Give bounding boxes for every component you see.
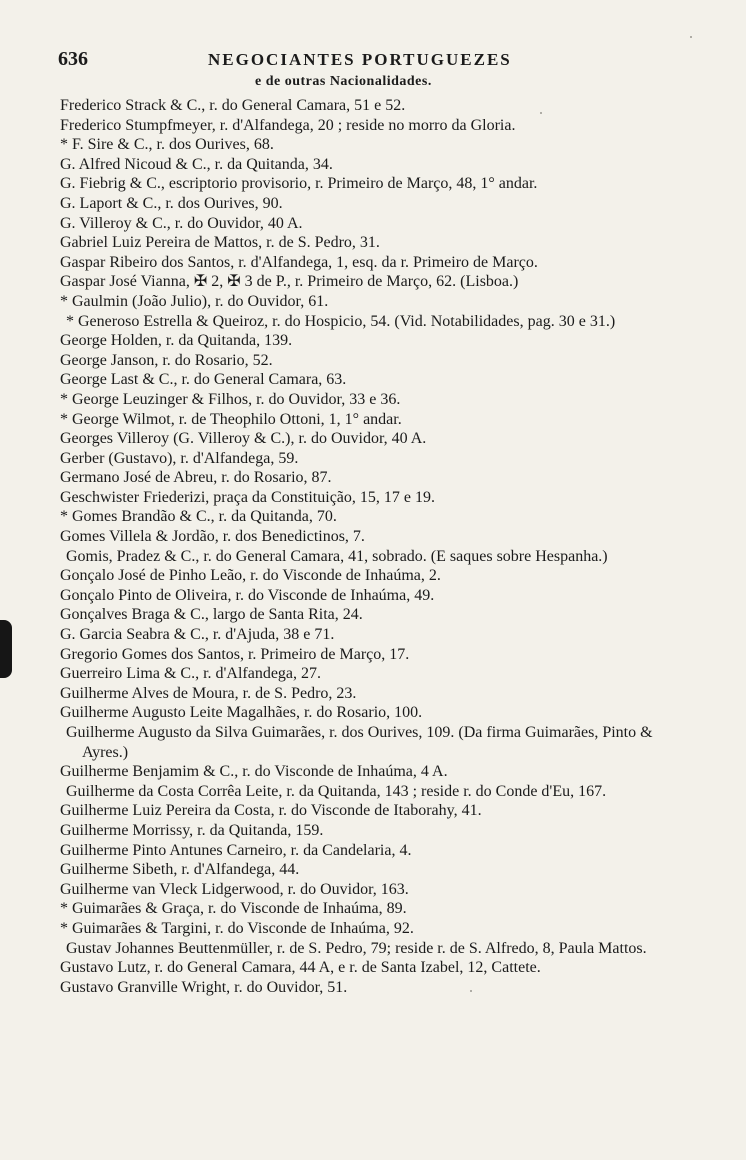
list-item: * Gomes Brandão & C., r. da Quitanda, 70. [60, 508, 337, 526]
list-item: Guilherme Benjamim & C., r. do Visconde de Inhaúma, 4 A. [60, 763, 448, 781]
list-item: Gustavo Granville Wright, r. do Ouvidor, 51. [60, 978, 348, 996]
page-title: NEGOCIANTES PORTUGUEZES [208, 50, 512, 69]
list-item: Gustavo Lutz, r. do General Camara, 44 A, e r. de Santa Izabel, 12, Cattete. [60, 959, 541, 977]
list-item: G. Villeroy & C., r. do Ouvidor, 40 A. [60, 214, 303, 232]
list-item: * George Leuzinger & Filhos, r. do Ouvidor, 33 e 36. [60, 390, 401, 408]
list-item: Guilherme Augusto da Silva Guimarães, r. dos Ourives, 109. (Da firma Guimarães, Pinto & Ayres.) [66, 724, 653, 761]
list-item: Geschwister Friederizi, praça da Constituição, 15, 17 e 19. [60, 488, 435, 506]
list-item: Guilherme Luiz Pereira da Costa, r. do Visconde de Itaborahy, 41. [60, 802, 482, 820]
list-item: Gomes Villela & Jordão, r. dos Benedictinos, 7. [60, 528, 365, 546]
list-item: Guilherme Pinto Antunes Carneiro, r. da Candelaria, 4. [60, 841, 412, 859]
list-item: George Holden, r. da Quitanda, 139. [60, 332, 293, 350]
directory-list [60, 96, 700, 997]
list-item: * Gaulmin (João Julio), r. do Ouvidor, 61. [60, 292, 329, 310]
list-item: Frederico Strack & C., r. do General Camara, 51 e 52. [60, 97, 406, 114]
list-item: Guilherme Alves de Moura, r. de S. Pedro, 23. [60, 684, 357, 702]
list-item: Guilherme Augusto Leite Magalhães, r. do Rosario, 100. [60, 704, 423, 722]
list-item: Frederico Stumpfmeyer, r. d'Alfandega, 20 ; reside no morro da Gloria. [60, 116, 516, 134]
list-item: * George Wilmot, r. de Theophilo Ottoni, 1, 1° andar. [60, 410, 402, 428]
paper-speck [690, 36, 692, 38]
list-item: Gustav Johannes Beuttenmüller, r. de S. Pedro, 79; reside r. de S. Alfredo, 8, Paula Mattos. [66, 939, 647, 957]
page-number: 636 [58, 48, 88, 70]
paper-speck [470, 990, 472, 992]
list-item: Gonçalo Pinto de Oliveira, r. do Visconde de Inhaúma, 49. [60, 586, 435, 604]
list-item: Gerber (Gustavo), r. d'Alfandega, 59. [60, 449, 299, 467]
list-item: * F. Sire & C., r. dos Ourives, 68. [60, 136, 274, 154]
list-item: * Guimarães & Targini, r. do Visconde de Inhaúma, 92. [60, 919, 414, 937]
list-item: George Last & C., r. do General Camara, 63. [60, 371, 347, 389]
page-subtitle: e de outras Nacionalidades. [255, 74, 432, 89]
list-item: Gabriel Luiz Pereira de Mattos, r. de S. Pedro, 31. [60, 234, 380, 252]
list-item: Germano José de Abreu, r. do Rosario, 87. [60, 469, 332, 487]
list-item: George Janson, r. do Rosario, 52. [60, 351, 273, 369]
list-item: * Generoso Estrella & Queiroz, r. do Hospicio, 54. (Vid. Notabilidades, pag. 30 e 31.) [66, 312, 616, 330]
page-header [58, 48, 698, 70]
list-item: Gonçalves Braga & C., largo de Santa Rita, 24. [60, 606, 363, 624]
list-item: Georges Villeroy (G. Villeroy & C.), r. do Ouvidor, 40 A. [60, 430, 427, 448]
list-item: Guilherme Sibeth, r. d'Alfandega, 44. [60, 861, 300, 879]
list-item: Gomis, Pradez & C., r. do General Camara, 41, sobrado. (E saques sobre Hespanha.) [66, 547, 608, 565]
paper-speck [540, 112, 542, 114]
list-item: Guilherme da Costa Corrêa Leite, r. da Quitanda, 143 ; reside r. do Conde d'Eu, 167. [66, 782, 607, 800]
page-edge-mark [0, 620, 12, 678]
list-item: G. Garcia Seabra & C., r. d'Ajuda, 38 e 71. [60, 626, 335, 644]
list-item: G. Fiebrig & C., escriptorio provisorio, r. Primeiro de Março, 48, 1° andar. [60, 175, 538, 193]
list-item: G. Alfred Nicoud & C., r. da Quitanda, 34. [60, 155, 333, 173]
list-item: * Guimarães & Graça, r. do Visconde de Inhaúma, 89. [60, 900, 407, 918]
list-item: Guilherme van Vleck Lidgerwood, r. do Ouvidor, 163. [60, 880, 409, 898]
list-item: Gregorio Gomes dos Santos, r. Primeiro de Março, 17. [60, 645, 410, 663]
list-item: Gaspar José Vianna, ✠ 2, ✠ 3 de P., r. Primeiro de Março, 62. (Lisboa.) [60, 273, 519, 291]
list-item: Guerreiro Lima & C., r. d'Alfandega, 27. [60, 665, 322, 683]
list-item: Gonçalo José de Pinho Leão, r. do Visconde de Inhaúma, 2. [60, 567, 441, 585]
list-item: G. Laport & C., r. dos Ourives, 90. [60, 194, 283, 212]
list-item: Gaspar Ribeiro dos Santos, r. d'Alfandega, 1, esq. da r. Primeiro de Março. [60, 253, 538, 271]
list-item: Guilherme Morrissy, r. da Quitanda, 159. [60, 821, 324, 839]
